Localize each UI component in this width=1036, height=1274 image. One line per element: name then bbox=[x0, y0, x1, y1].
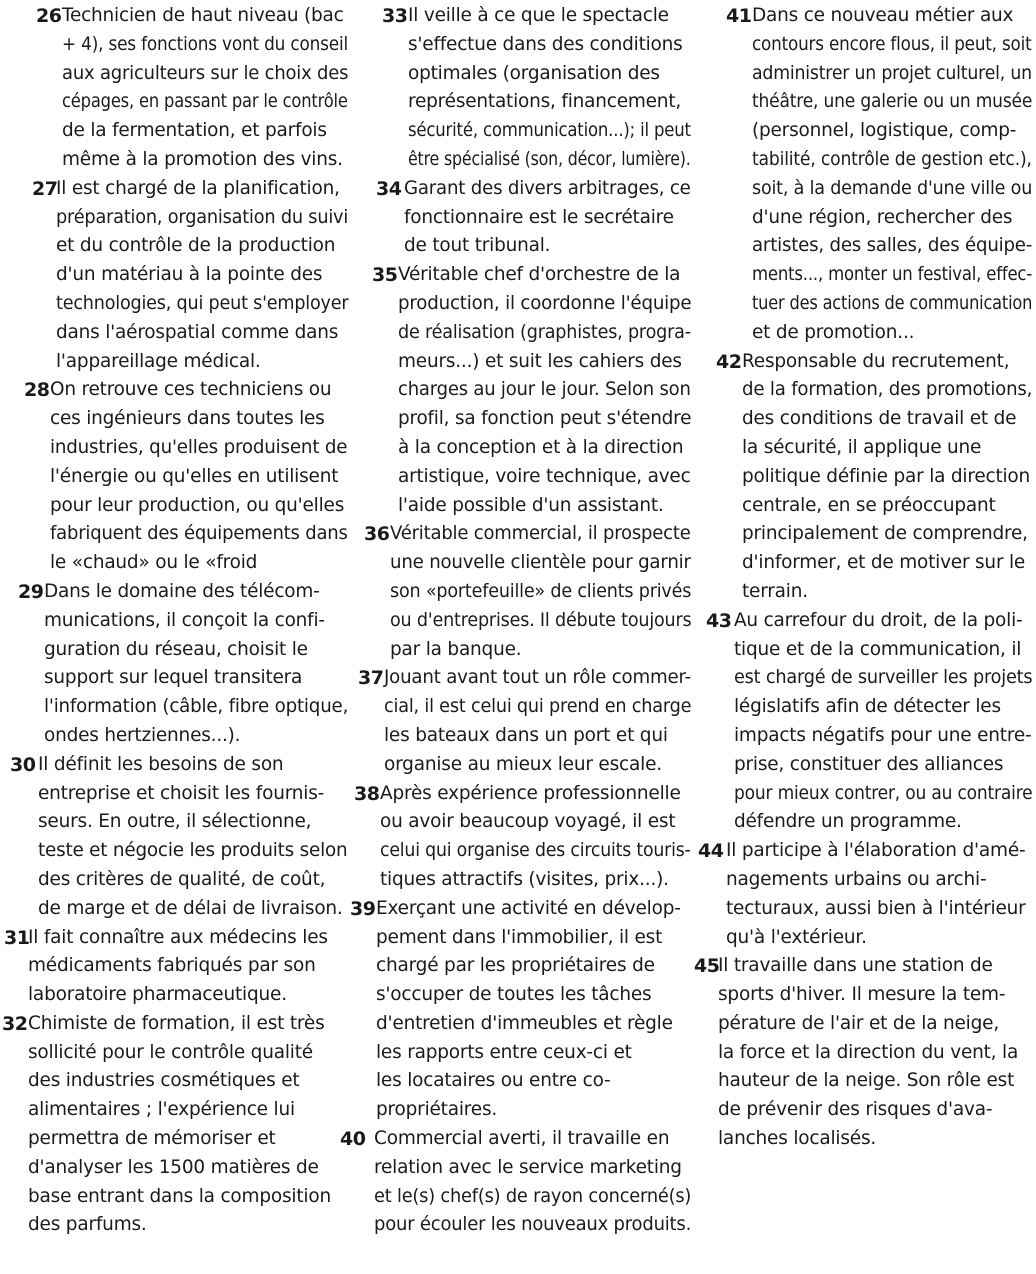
entry-text bbox=[398, 261, 693, 520]
entry-30 bbox=[10, 751, 350, 924]
text-line: On retrouve ces techniciens ou bbox=[50, 379, 332, 401]
text-line: pement dans l'immobilier, il est bbox=[376, 926, 663, 948]
text-line: qu'à l'extérieur. bbox=[726, 926, 867, 948]
text-line: artistes, des salles, des équipe- bbox=[752, 235, 1033, 257]
text-line: ments..., monter un festival, effec- bbox=[752, 264, 1033, 286]
text-line: Il définit les besoins de son bbox=[38, 753, 284, 775]
entry-number: 40 bbox=[340, 1128, 366, 1151]
text-line: (personnel, logistique, comp- bbox=[752, 120, 1017, 142]
text-line: être spécialisé (son, décor, lumière). bbox=[408, 148, 691, 170]
text-line: munications, il conçoit la confi- bbox=[44, 609, 325, 631]
entry-text bbox=[408, 2, 693, 175]
entry-34 bbox=[348, 175, 693, 261]
entry-text bbox=[726, 837, 1034, 952]
text-line: celui qui organise des circuits touris- bbox=[380, 840, 691, 862]
text-line: Commercial averti, il travaille en bbox=[374, 1128, 670, 1150]
text-line: de prévenir des risques d'ava- bbox=[718, 1099, 993, 1121]
text-line: technologies, qui peut s'employer bbox=[56, 292, 349, 314]
text-line: fonctionnaire est le secrétaire bbox=[404, 206, 674, 228]
entry-number: 42 bbox=[716, 350, 742, 373]
entry-45 bbox=[694, 952, 1034, 1154]
entry-number: 30 bbox=[10, 753, 36, 776]
entry-40 bbox=[340, 1125, 693, 1240]
text-line: ou avoir beaucoup voyagé, il est bbox=[380, 811, 676, 833]
text-line: Véritable chef d'orchestre de la bbox=[398, 264, 681, 286]
text-line: théâtre, une galerie ou un musée bbox=[752, 91, 1033, 113]
text-line: guration du réseau, choisit le bbox=[44, 638, 308, 660]
column-1 bbox=[2, 2, 350, 1240]
text-line: Au carrefour du droit, de la poli- bbox=[734, 609, 1023, 631]
text-line: prise, constituer des alliances bbox=[734, 753, 1004, 775]
text-line: pour mieux contrer, ou au contraire bbox=[734, 782, 1033, 804]
text-line: Chimiste de formation, il est très bbox=[28, 1012, 325, 1034]
entry-26 bbox=[10, 2, 350, 175]
entry-text bbox=[50, 376, 350, 578]
entry-number: 32 bbox=[2, 1012, 28, 1035]
text-line: impacts négatifs pour une entre- bbox=[734, 724, 1032, 746]
text-line: Garant des divers arbitrages, ce bbox=[404, 177, 691, 199]
text-line: des critères de qualité, de coût, bbox=[38, 868, 326, 890]
entry-number: 43 bbox=[706, 609, 732, 632]
text-line: nagements urbains ou archi- bbox=[726, 868, 987, 890]
text-line: ou d'entreprises. Il débute toujours bbox=[390, 609, 692, 631]
text-line: soit, à la demande d'une ville ou bbox=[752, 177, 1033, 199]
entry-text bbox=[44, 578, 350, 751]
text-line: la force et la direction du vent, la bbox=[718, 1041, 1019, 1063]
entry-number: 28 bbox=[24, 379, 50, 402]
entry-text bbox=[752, 2, 1034, 348]
text-line: charges au jour le jour. Selon son bbox=[398, 379, 691, 401]
text-line: des conditions de travail et de bbox=[742, 408, 1017, 430]
text-line: préparation, organisation du suivi bbox=[56, 206, 349, 228]
text-line: son «portefeuille» de clients privés bbox=[390, 580, 692, 602]
text-line: propriétaires. bbox=[376, 1099, 498, 1121]
entry-32 bbox=[2, 1010, 350, 1240]
text-line: base entrant dans la composition bbox=[28, 1185, 331, 1207]
text-line: support sur lequel transitera bbox=[44, 667, 303, 689]
text-line: meurs...) et suit les cahiers des bbox=[398, 350, 682, 372]
text-line: l'information (câble, fibre optique, bbox=[44, 696, 349, 718]
text-line: Il est chargé de la planification, bbox=[56, 177, 340, 199]
text-line: pour leur production, ou qu'elles bbox=[50, 494, 345, 516]
text-line: d'analyser les 1500 matières de bbox=[28, 1156, 319, 1178]
entry-text bbox=[404, 175, 693, 261]
text-line: profil, sa fonction peut s'étendre bbox=[398, 408, 692, 430]
text-line: ondes hertziennes...). bbox=[44, 724, 241, 746]
text-line: les rapports entre ceux-ci et bbox=[376, 1041, 632, 1063]
text-line: Véritable commercial, il prospecte bbox=[390, 523, 691, 545]
entry-text bbox=[742, 348, 1034, 607]
column-2 bbox=[340, 2, 693, 1240]
text-line: cépages, en passant par le contrôle bbox=[62, 91, 348, 113]
text-line: Il veille à ce que le spectacle bbox=[408, 5, 669, 26]
text-line: artistique, voire technique, avec bbox=[398, 465, 691, 487]
text-line: optimales (organisation des bbox=[408, 62, 660, 84]
text-line: l'énergie ou qu'elles en utilisent bbox=[50, 465, 339, 487]
text-line: les locataires ou entre co- bbox=[376, 1070, 611, 1092]
text-line: par la banque. bbox=[390, 638, 522, 660]
entry-text bbox=[62, 2, 350, 175]
entry-number: 45 bbox=[694, 955, 720, 978]
entry-number: 27 bbox=[32, 177, 58, 200]
text-line: s'effectue dans des conditions bbox=[408, 33, 683, 55]
entry-text bbox=[38, 751, 350, 924]
entry-39 bbox=[348, 895, 693, 1125]
entry-text bbox=[376, 895, 693, 1125]
entry-number: 35 bbox=[372, 264, 398, 287]
text-line: pérature de l'air et de la neige, bbox=[718, 1012, 1000, 1034]
text-line: médicaments fabriqués par son bbox=[28, 955, 316, 977]
text-line: d'une région, rechercher des bbox=[752, 206, 1013, 228]
text-line: Dans ce nouveau métier aux bbox=[752, 5, 1014, 26]
entry-number: 44 bbox=[698, 840, 724, 863]
text-line: législatifs afin de détecter les bbox=[734, 696, 1001, 718]
text-line: tique et de la communication, il bbox=[734, 638, 1022, 660]
text-line: Dans le domaine des télécom- bbox=[44, 580, 320, 602]
text-line: défendre un programme. bbox=[734, 811, 962, 833]
text-line: d'entretien d'immeubles et règle bbox=[376, 1012, 673, 1034]
entry-35 bbox=[348, 261, 693, 520]
text-line: centrale, en se préoccupant bbox=[742, 494, 996, 516]
text-line: cial, il est celui qui prend en charge bbox=[384, 696, 692, 718]
text-line: d'informer, et de motiver sur le bbox=[742, 552, 1026, 574]
text-line: contours encore flous, il peut, soit bbox=[752, 33, 1032, 55]
text-line: administrer un projet culturel, un bbox=[752, 62, 1032, 84]
text-line: Jouant avant tout un rôle commer- bbox=[384, 667, 691, 689]
text-line: alimentaires ; l'expérience lui bbox=[28, 1099, 295, 1121]
entry-28 bbox=[10, 376, 350, 578]
entry-text bbox=[374, 1125, 693, 1240]
text-line: Technicien de haut niveau (bac bbox=[62, 5, 344, 26]
text-line: tiques attractifs (visites, prix...). bbox=[380, 868, 669, 890]
text-line: de tout tribunal. bbox=[404, 235, 551, 257]
text-line: et le(s) chef(s) de rayon concerné(s) bbox=[374, 1185, 692, 1207]
entry-text bbox=[56, 175, 350, 377]
text-line: Exerçant une activité en dévelop- bbox=[376, 897, 681, 919]
text-line: industries, qu'elles produisent de bbox=[50, 436, 348, 458]
entry-text bbox=[28, 924, 350, 1010]
entry-42 bbox=[698, 348, 1034, 607]
text-line: Responsable du recrutement, bbox=[742, 350, 1010, 372]
entry-36 bbox=[348, 520, 693, 664]
entry-33 bbox=[348, 2, 693, 175]
text-line: sécurité, communication...); il peut bbox=[408, 120, 691, 142]
entry-number: 31 bbox=[4, 926, 30, 949]
text-line: + 4), ses fonctions vont du conseil bbox=[62, 33, 348, 55]
text-line: Il fait connaître aux médecins les bbox=[28, 926, 328, 948]
entry-number: 36 bbox=[364, 523, 390, 546]
text-line: tecturaux, aussi bien à l'intérieur bbox=[726, 897, 1026, 919]
text-line: sports d'hiver. Il mesure la tem- bbox=[718, 984, 1006, 1006]
text-line: est chargé de surveiller les projets bbox=[734, 667, 1033, 689]
text-line: des parfums. bbox=[28, 1214, 147, 1236]
entry-text bbox=[380, 780, 693, 895]
text-line: l'aide possible d'un assistant. bbox=[398, 494, 664, 516]
entry-44 bbox=[698, 837, 1034, 952]
text-line: même à la promotion des vins. bbox=[62, 148, 343, 170]
text-line: de réalisation (graphistes, progra- bbox=[398, 321, 691, 343]
entry-31 bbox=[4, 924, 350, 1010]
text-line: production, il coordonne l'équipe bbox=[398, 292, 692, 314]
text-line: l'appareillage médical. bbox=[56, 350, 261, 372]
text-line: des industries cosmétiques et bbox=[28, 1070, 300, 1092]
entry-text bbox=[384, 664, 693, 779]
text-line: le «chaud» ou le «froid bbox=[50, 552, 258, 574]
text-line: terrain. bbox=[742, 580, 808, 602]
text-line: tuer des actions de communication bbox=[752, 292, 1033, 314]
text-line: hauteur de la neige. Son rôle est bbox=[718, 1070, 1015, 1092]
text-line: laboratoire pharmaceutique. bbox=[28, 984, 287, 1006]
text-line: entreprise et choisit les fournis- bbox=[38, 782, 325, 804]
text-line: relation avec le service marketing bbox=[374, 1156, 682, 1178]
text-line: teste et négocie les produits selon bbox=[38, 840, 348, 862]
entry-number: 34 bbox=[376, 177, 402, 200]
entry-text bbox=[390, 520, 693, 664]
text-line: politique définie par la direction bbox=[742, 465, 1031, 487]
entry-number: 37 bbox=[358, 667, 384, 690]
text-line: s'occuper de toutes les tâches bbox=[376, 984, 652, 1006]
entry-number: 33 bbox=[382, 5, 408, 27]
text-line: ces ingénieurs dans toutes les bbox=[50, 408, 325, 430]
text-line: Il participe à l'élaboration d'amé- bbox=[726, 840, 1026, 862]
text-line: lanches localisés. bbox=[718, 1128, 877, 1150]
text-line: aux agriculteurs sur le choix des bbox=[62, 62, 349, 84]
text-line: de marge et de délai de livraison. bbox=[38, 897, 343, 919]
text-line: Il travaille dans une station de bbox=[718, 955, 993, 977]
text-line: la sécurité, il applique une bbox=[742, 436, 982, 458]
text-line: représentations, financement, bbox=[408, 91, 682, 113]
entry-number: 26 bbox=[36, 5, 62, 27]
text-line: permettra de mémoriser et bbox=[28, 1128, 276, 1150]
text-line: pour écouler les nouveaux produits. bbox=[374, 1214, 692, 1236]
text-line: chargé par les propriétaires de bbox=[376, 955, 655, 977]
text-line: fabriquent des équipements dans bbox=[50, 523, 348, 545]
column-3 bbox=[694, 2, 1034, 1154]
entry-number: 29 bbox=[18, 580, 44, 603]
entry-number: 38 bbox=[354, 782, 380, 805]
text-line: les bateaux dans un port et qui bbox=[384, 724, 668, 746]
text-line: et du contrôle de la production bbox=[56, 235, 336, 257]
text-line: dans l'aérospatial comme dans bbox=[56, 321, 339, 343]
entry-text bbox=[28, 1010, 350, 1240]
entry-number: 41 bbox=[726, 5, 752, 27]
entry-text bbox=[718, 952, 1034, 1154]
text-line: d'un matériau à la pointe des bbox=[56, 264, 323, 286]
text-line: une nouvelle clientèle pour garnir bbox=[390, 552, 691, 574]
text-line: à la conception et à la direction bbox=[398, 436, 684, 458]
text-line: organise au mieux leur escale. bbox=[384, 753, 662, 775]
text-line: sollicité pour le contrôle qualité bbox=[28, 1041, 313, 1063]
text-line: tabilité, contrôle de gestion etc.), bbox=[752, 148, 1032, 170]
entry-37 bbox=[348, 664, 693, 779]
entry-text bbox=[734, 607, 1034, 837]
entry-27 bbox=[10, 175, 350, 377]
entry-29 bbox=[10, 578, 350, 751]
text-line: Après expérience professionnelle bbox=[380, 782, 681, 804]
entry-38 bbox=[348, 780, 693, 895]
entry-number: 39 bbox=[350, 897, 376, 920]
text-line: seurs. En outre, il sélectionne, bbox=[38, 811, 312, 833]
text-line: de la formation, des promotions, bbox=[742, 379, 1033, 401]
text-line: principalement de comprendre, bbox=[742, 523, 1028, 545]
entry-41 bbox=[698, 2, 1034, 348]
entry-43 bbox=[698, 607, 1034, 837]
text-line: de la fermentation, et parfois bbox=[62, 120, 327, 142]
text-line: et de promotion... bbox=[752, 321, 915, 343]
